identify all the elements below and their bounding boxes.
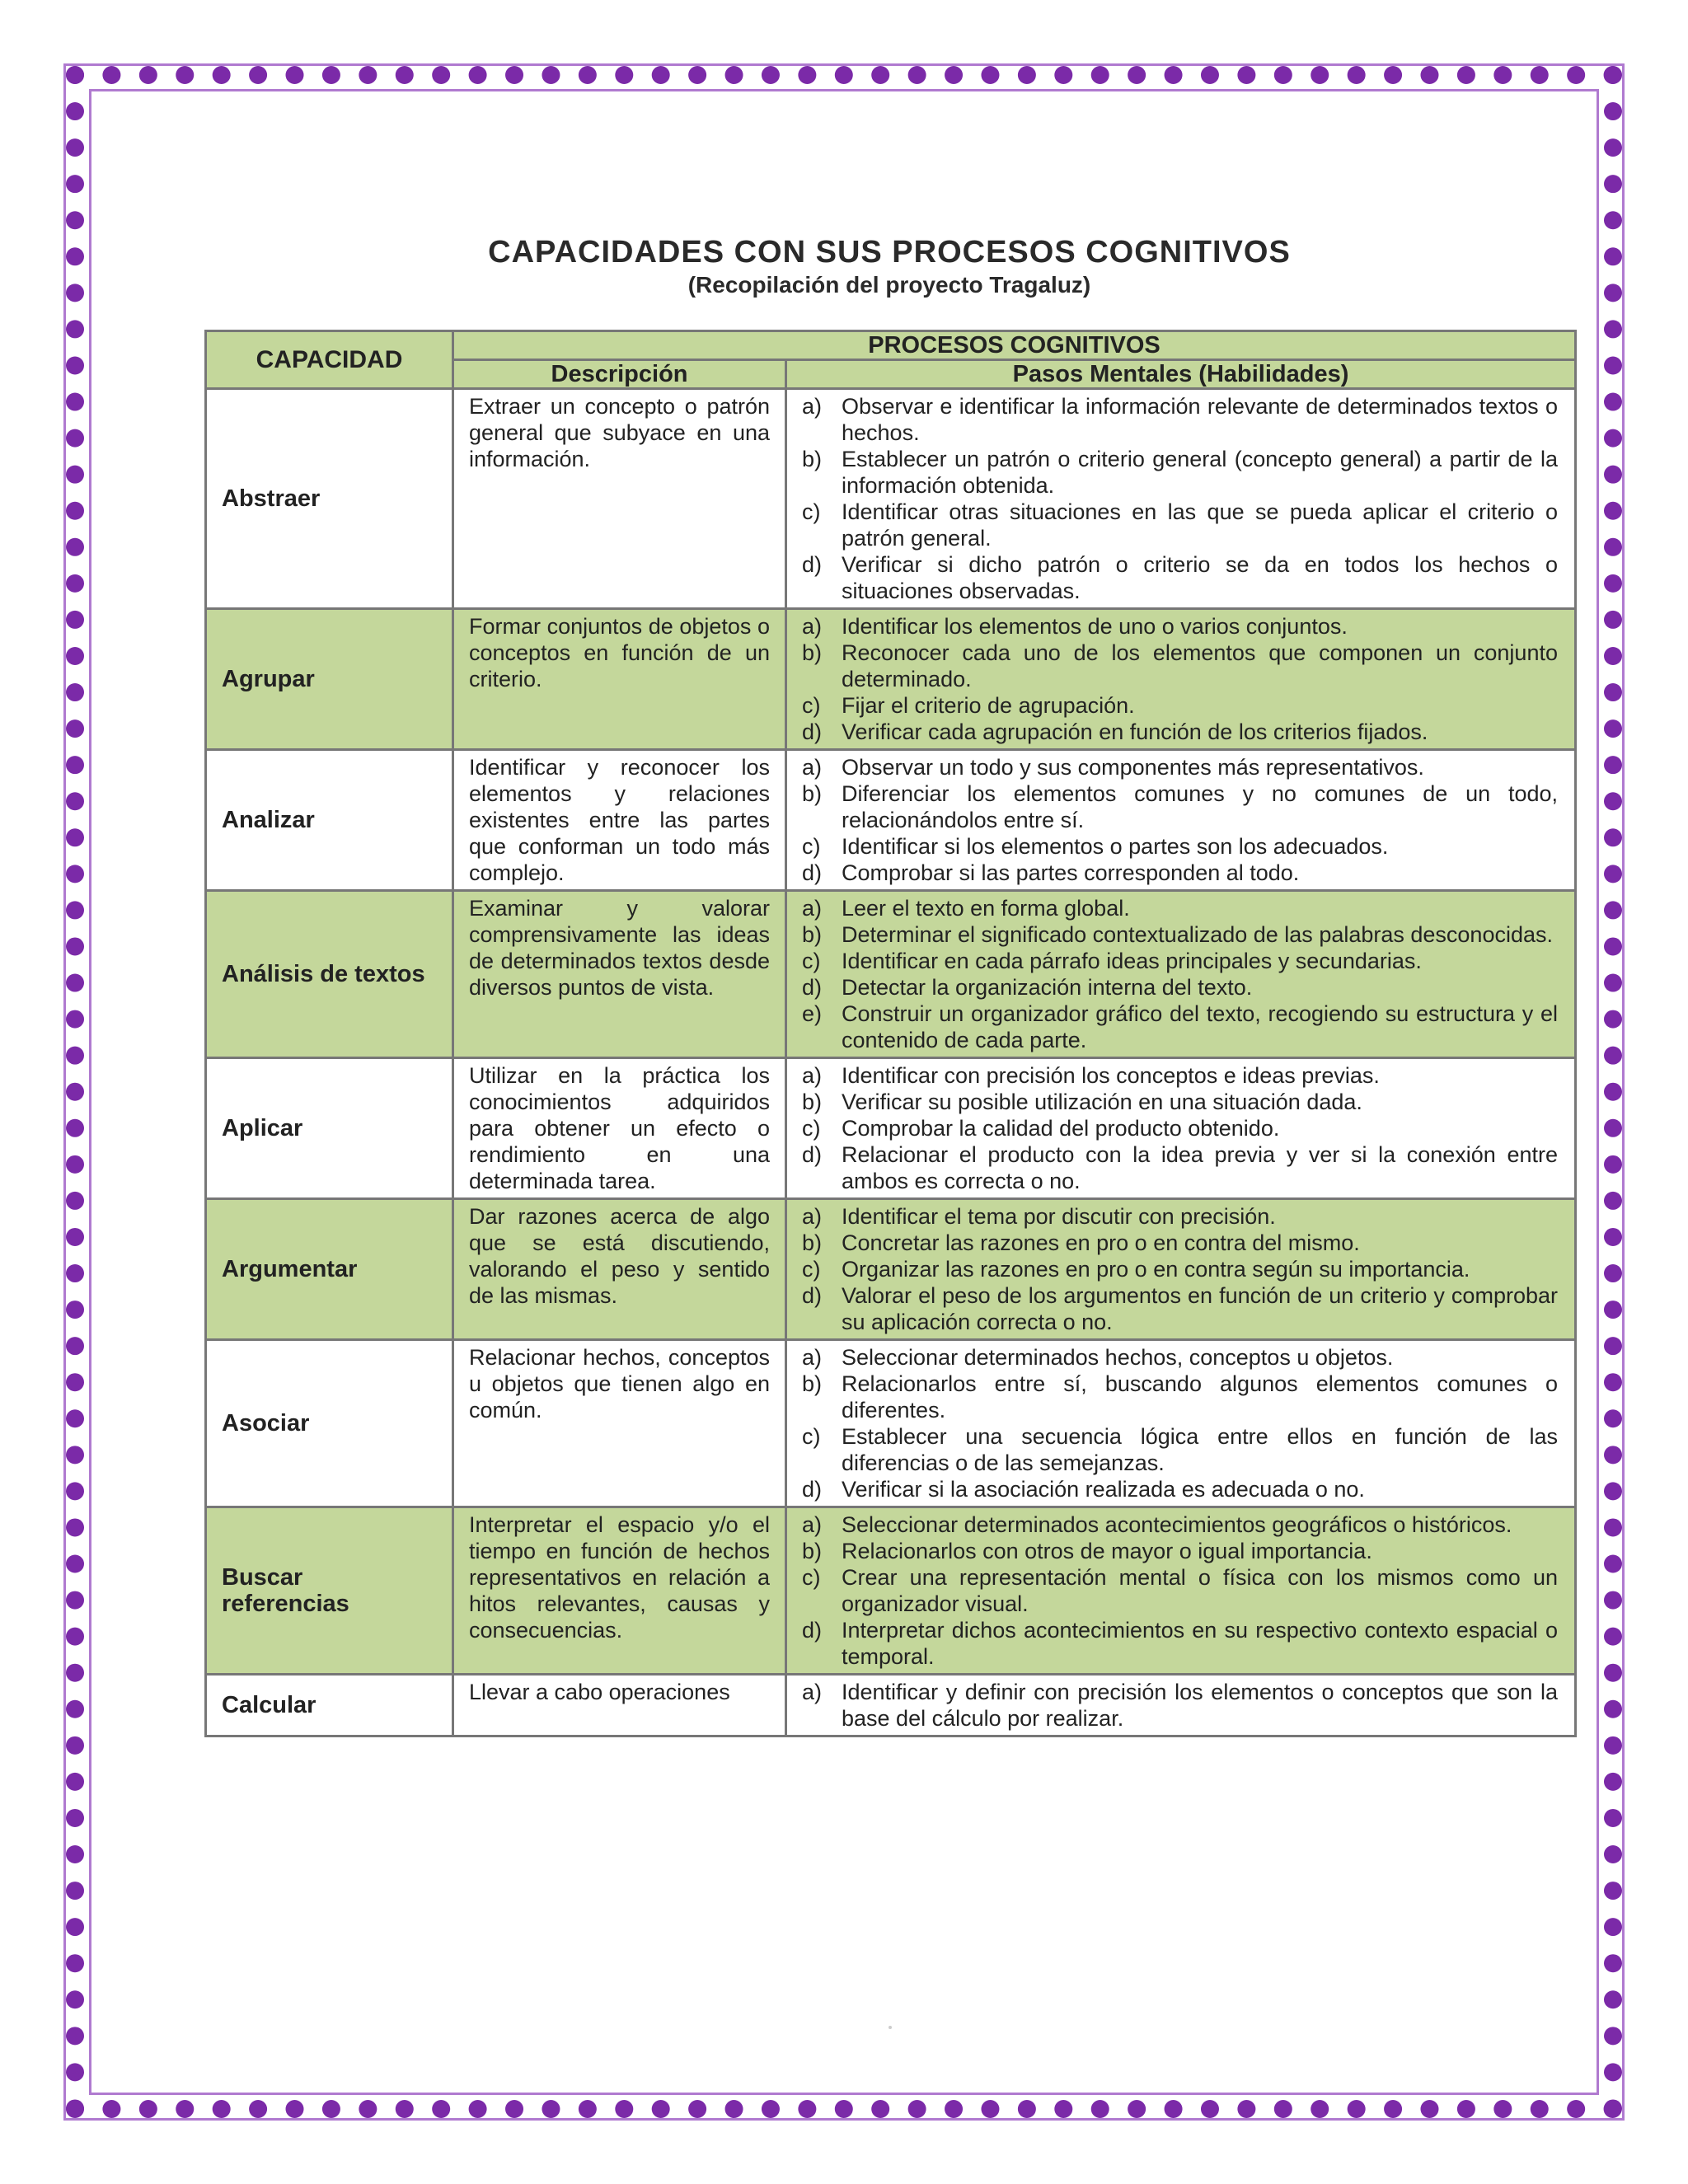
step-item — [802, 1679, 1558, 1732]
capacity-description: Utilizar en la práctica los conocimientos adquiridos para obtener un efecto o rendimiento en una determinada tarea. — [453, 1058, 786, 1199]
step-text: Establecer una secuencia lógica entre ellos en función de las diferencias o de las semejanzas. — [842, 1424, 1558, 1475]
mental-steps-list — [786, 1507, 1576, 1675]
step-item — [802, 895, 1558, 921]
step-letter: b) — [802, 447, 823, 471]
step-item — [802, 446, 1558, 499]
step-letter: d) — [802, 975, 823, 1000]
step-letter: a) — [802, 394, 823, 419]
step-letter: b) — [802, 922, 823, 947]
page-mark — [889, 2026, 892, 2029]
step-letter: c) — [802, 1565, 821, 1590]
step-text: Determinar el significado contextualizado de las palabras desconocidas. — [842, 922, 1553, 947]
step-text: Identificar otras situaciones en las que se pueda aplicar el criterio o patrón general. — [842, 499, 1558, 551]
step-letter: c) — [802, 693, 821, 718]
step-letter: b) — [802, 1539, 823, 1563]
step-item — [802, 640, 1558, 692]
document-content — [204, 235, 1574, 1737]
step-letter: d) — [802, 1618, 823, 1643]
header-descripcion: Descripción — [453, 360, 786, 389]
step-letter: b) — [802, 1371, 823, 1396]
capacity-description: Examinar y valorar comprensivamente las ideas de determinados textos desde diversos puntos de vista. — [453, 891, 786, 1058]
step-text: Verificar cada agrupación en función de los criterios fijados. — [842, 719, 1428, 744]
step-text: Relacionarlos entre sí, buscando algunos elementos comunes o diferentes. — [842, 1371, 1558, 1422]
step-letter: a) — [802, 755, 823, 780]
mental-steps-list — [786, 1199, 1576, 1340]
step-letter: a) — [802, 896, 823, 921]
step-item — [802, 948, 1558, 974]
step-item — [802, 1115, 1558, 1141]
table-row — [206, 891, 1576, 1058]
step-text: Observar un todo y sus componentes más representativos. — [842, 755, 1424, 780]
table-row — [206, 1058, 1576, 1199]
step-item — [802, 1344, 1558, 1371]
mental-steps-list — [786, 750, 1576, 891]
step-text: Observar e identificar la información relevante de determinados textos o hechos. — [842, 394, 1558, 445]
document-title: CAPACIDADES CON SUS PROCESOS COGNITIVOS — [488, 235, 1291, 269]
table-body — [206, 389, 1576, 1736]
step-letter: c) — [802, 834, 821, 859]
step-text: Relacionar el producto con la idea previa y ver si la conexión entre ambos es correcta o no. — [842, 1142, 1558, 1193]
capacity-description: Formar conjuntos de objetos o conceptos en función de un criterio. — [453, 609, 786, 750]
step-letter: c) — [802, 1116, 821, 1141]
step-text: Verificar su posible utilización en una situación dada. — [842, 1090, 1362, 1114]
capacity-name: Analizar — [206, 750, 453, 891]
table-row — [206, 1340, 1576, 1507]
step-text: Reconocer cada uno de los elementos que componen un conjunto determinado. — [842, 640, 1558, 691]
step-letter: a) — [802, 1345, 823, 1370]
capacity-name: Análisis de textos — [206, 891, 453, 1058]
step-item — [802, 1538, 1558, 1564]
step-item — [802, 1089, 1558, 1115]
mental-steps-list — [786, 1058, 1576, 1199]
step-letter: e) — [802, 1001, 823, 1026]
step-letter: a) — [802, 1512, 823, 1537]
step-text: Establecer un patrón o criterio general (concepto general) a partir de la información obtenida. — [842, 447, 1558, 498]
step-item — [802, 1001, 1558, 1053]
document-subtitle: (Recopilación del proyecto Tragaluz) — [687, 272, 1091, 298]
header-procesos: PROCESOS COGNITIVOS — [453, 331, 1576, 360]
step-text: Identificar el tema por discutir con precisión. — [842, 1204, 1276, 1229]
capacity-description: Dar razones acerca de algo que se está discutiendo, valorando el peso y sentido de las mismas. — [453, 1199, 786, 1340]
step-item — [802, 833, 1558, 860]
step-letter: d) — [802, 719, 823, 744]
step-item — [802, 393, 1558, 446]
step-item — [802, 780, 1558, 833]
step-item — [802, 974, 1558, 1001]
step-text: Identificar los elementos de uno o varios conjuntos. — [842, 614, 1348, 639]
step-letter: c) — [802, 1257, 821, 1282]
table-row — [206, 1199, 1576, 1340]
step-text: Organizar las razones en pro o en contra según su importancia. — [842, 1257, 1470, 1282]
step-text: Valorar el peso de los argumentos en función de un criterio y comprobar su aplicación correcta o no. — [842, 1283, 1558, 1334]
step-text: Seleccionar determinados hechos, conceptos u objetos. — [842, 1345, 1394, 1370]
step-text: Verificar si dicho patrón o criterio se da en todos los hechos o situaciones observadas. — [842, 552, 1558, 603]
table-row — [206, 609, 1576, 750]
step-letter: b) — [802, 1230, 823, 1255]
step-text: Identificar con precisión los conceptos e ideas previas. — [842, 1063, 1380, 1088]
step-text: Construir un organizador gráfico del texto, recogiendo su estructura y el contenido de cada parte. — [842, 1001, 1558, 1052]
step-text: Crear una representación mental o física con los mismos como un organizador visual. — [842, 1565, 1558, 1616]
step-item — [802, 1230, 1558, 1256]
mental-steps-list — [786, 609, 1576, 750]
mental-steps-list — [786, 1340, 1576, 1507]
table-header — [206, 331, 1576, 389]
step-text: Leer el texto en forma global. — [842, 896, 1130, 921]
capacity-name: Argumentar — [206, 1199, 453, 1340]
capacities-table — [204, 330, 1577, 1737]
step-letter: b) — [802, 781, 823, 806]
step-letter: c) — [802, 499, 821, 524]
step-item — [802, 719, 1558, 745]
capacity-name: Agrupar — [206, 609, 453, 750]
step-text: Identificar en cada párrafo ideas principales y secundarias. — [842, 949, 1422, 973]
capacity-name: Calcular — [206, 1675, 453, 1736]
step-text: Fijar el criterio de agrupación. — [842, 693, 1135, 718]
step-item — [802, 860, 1558, 886]
step-letter: d) — [802, 1283, 823, 1308]
step-item — [802, 1564, 1558, 1617]
capacity-name: Buscar referencias — [206, 1507, 453, 1675]
step-item — [802, 1282, 1558, 1335]
capacity-description: Identificar y reconocer los elementos y relaciones existentes entre las partes que conforman un todo más complejo. — [453, 750, 786, 891]
step-text: Diferenciar los elementos comunes y no comunes de un todo, relacionándolos entre sí. — [842, 781, 1558, 832]
table-row — [206, 1675, 1576, 1736]
step-item — [802, 754, 1558, 780]
step-item — [802, 692, 1558, 719]
step-letter: b) — [802, 640, 823, 665]
step-item — [802, 551, 1558, 604]
step-item — [802, 1141, 1558, 1194]
step-text: Comprobar la calidad del producto obtenido. — [842, 1116, 1280, 1141]
capacity-name: Asociar — [206, 1340, 453, 1507]
mental-steps-list — [786, 1675, 1576, 1736]
step-letter: b) — [802, 1090, 823, 1114]
step-letter: d) — [802, 860, 823, 885]
step-letter: a) — [802, 1680, 823, 1704]
step-item — [802, 1371, 1558, 1423]
step-letter: d) — [802, 552, 823, 577]
mental-steps-list — [786, 389, 1576, 609]
table-row — [206, 750, 1576, 891]
step-letter: c) — [802, 1424, 821, 1449]
step-item — [802, 1476, 1558, 1502]
step-letter: d) — [802, 1477, 823, 1502]
step-item — [802, 1203, 1558, 1230]
header-pasos: Pasos Mentales (Habilidades) — [786, 360, 1576, 389]
step-text: Relacionarlos con otros de mayor o igual importancia. — [842, 1539, 1372, 1563]
step-text: Verificar si la asociación realizada es adecuada o no. — [842, 1477, 1365, 1502]
step-item — [802, 1511, 1558, 1538]
step-item — [802, 1423, 1558, 1476]
step-item — [802, 499, 1558, 551]
capacity-description: Llevar a cabo operaciones — [453, 1675, 786, 1736]
table-row — [206, 389, 1576, 609]
step-item — [802, 613, 1558, 640]
step-item — [802, 1062, 1558, 1089]
step-letter: a) — [802, 1063, 823, 1088]
step-letter: d) — [802, 1142, 823, 1167]
step-text: Seleccionar determinados acontecimientos geográficos o históricos. — [842, 1512, 1512, 1537]
mental-steps-list — [786, 891, 1576, 1058]
step-letter: a) — [802, 1204, 823, 1229]
step-letter: a) — [802, 614, 823, 639]
step-text: Interpretar dichos acontecimientos en su respectivo contexto espacial o temporal. — [842, 1618, 1558, 1669]
step-letter: c) — [802, 949, 821, 973]
capacity-description: Interpretar el espacio y/o el tiempo en función de hechos representativos en relación a hitos relevantes, causas y consecuencias. — [453, 1507, 786, 1675]
capacity-description: Relacionar hechos, conceptos u objetos que tienen algo en común. — [453, 1340, 786, 1507]
step-text: Concretar las razones en pro o en contra del mismo. — [842, 1230, 1360, 1255]
capacity-name: Abstraer — [206, 389, 453, 609]
capacity-description: Extraer un concepto o patrón general que subyace en una información. — [453, 389, 786, 609]
step-text: Identificar y definir con precisión los elementos o conceptos que son la base del cálculo por realizar. — [842, 1680, 1558, 1731]
header-capacidad: CAPACIDAD — [206, 331, 453, 389]
capacity-name: Aplicar — [206, 1058, 453, 1199]
step-text: Identificar si los elementos o partes son los adecuados. — [842, 834, 1389, 859]
table-row — [206, 1507, 1576, 1675]
step-text: Detectar la organización interna del texto. — [842, 975, 1253, 1000]
step-item — [802, 1256, 1558, 1282]
step-text: Comprobar si las partes corresponden al todo. — [842, 860, 1300, 885]
step-item — [802, 1617, 1558, 1670]
step-item — [802, 921, 1558, 948]
